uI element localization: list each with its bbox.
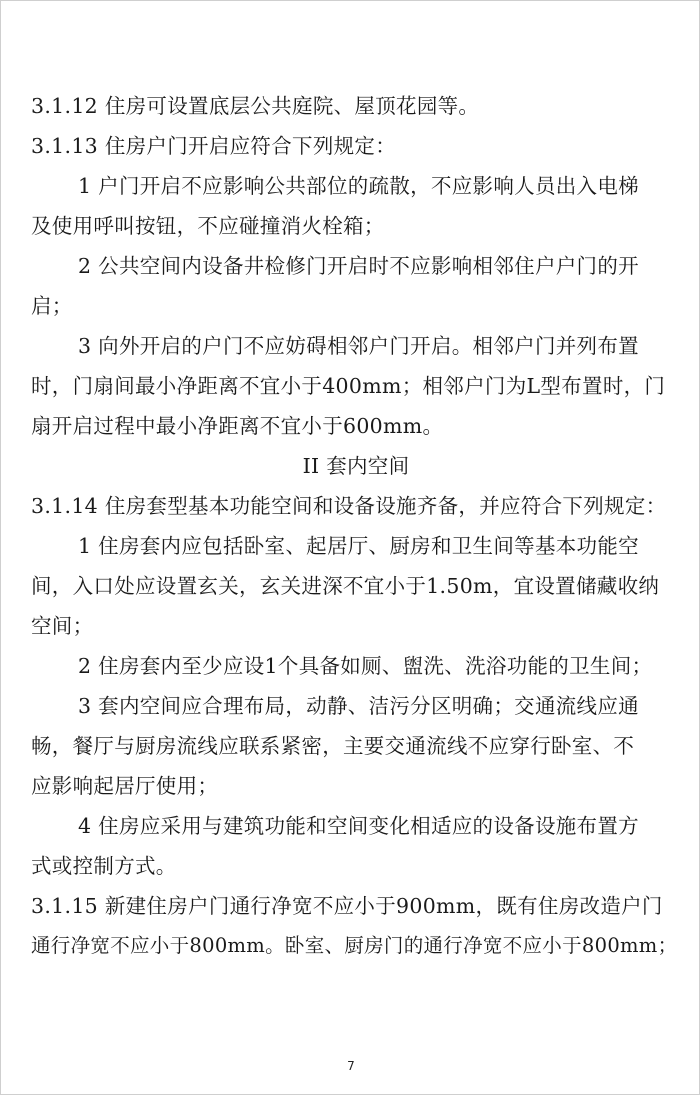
- clause-3-1-14-item-3-line-3: 应影响起居厅使用；: [31, 774, 219, 798]
- clause-3-1-14-item-3-line-2: 畅，餐厅与厨房流线应联系紧密，主要交通流线不应穿行卧室、不: [31, 734, 635, 758]
- clause-3-1-14-item-1-line-3: 空间；: [31, 614, 94, 638]
- clause-3-1-15-line-1: 3.1.15 新建住房户门通行净宽不应小于900mm，既有住房改造户门: [31, 894, 663, 918]
- clause-3-1-14-heading: 3.1.14 住房套型基本功能空间和设备设施齐备，并应符合下列规定：: [31, 494, 667, 518]
- clause-3-1-15-line-2: 通行净宽不应小于800mm。卧室、厨房门的通行净宽不应小于800mm；: [31, 934, 678, 957]
- clause-3-1-13-item-2-line-2: 启；: [31, 294, 73, 318]
- clause-3-1-14-item-2: 2 住房套内至少应设1个具备如厕、盥洗、洗浴功能的卫生间；: [78, 654, 653, 678]
- clause-3-1-13-item-3-line-3: 扇开启过程中最小净距离不宜小于600mm。: [31, 414, 444, 438]
- section-heading: II 套内空间: [302, 454, 410, 478]
- clause-3-1-14-item-1-line-2: 间，入口处应设置玄关，玄关进深不宜小于1.50m，宜设置储藏收纳: [31, 574, 660, 598]
- clause-3-1-13-heading: 3.1.13 住房户门开启应符合下列规定：: [31, 134, 397, 158]
- clause-3-1-13-item-3-line-1: 3 向外开启的户门不应妨碍相邻户门开启。相邻户门并列布置: [78, 334, 639, 358]
- clause-3-1-13-item-1-line-1: 1 户门开启不应影响公共部位的疏散，不应影响人员出入电梯: [78, 174, 639, 198]
- clause-3-1-13-item-3-line-2: 时，门扇间最小净距离不宜小于400mm；相邻户门为L型布置时，门: [31, 374, 666, 398]
- clause-3-1-13-item-2-line-1: 2 公共空间内设备井检修门开启时不应影响相邻住户户门的开: [78, 254, 639, 278]
- clause-3-1-13-item-1-line-2: 及使用呼叫按钮，不应碰撞消火栓箱；: [31, 214, 385, 238]
- document-body: [31, 86, 681, 966]
- page-number: 7: [347, 1059, 355, 1073]
- clause-3-1-14-item-1-line-1: 1 住房套内应包括卧室、起居厅、厨房和卫生间等基本功能空: [78, 534, 639, 558]
- clause-3-1-12: 3.1.12 住房可设置底层公共庭院、屋顶花园等。: [31, 94, 480, 118]
- clause-3-1-14-item-4-line-2: 式或控制方式。: [31, 854, 177, 878]
- clause-3-1-14-item-4-line-1: 4 住房应采用与建筑功能和空间变化相适应的设备设施布置方: [78, 814, 639, 838]
- clause-3-1-14-item-3-line-1: 3 套内空间应合理布局，动静、洁污分区明确；交通流线应通: [78, 694, 639, 718]
